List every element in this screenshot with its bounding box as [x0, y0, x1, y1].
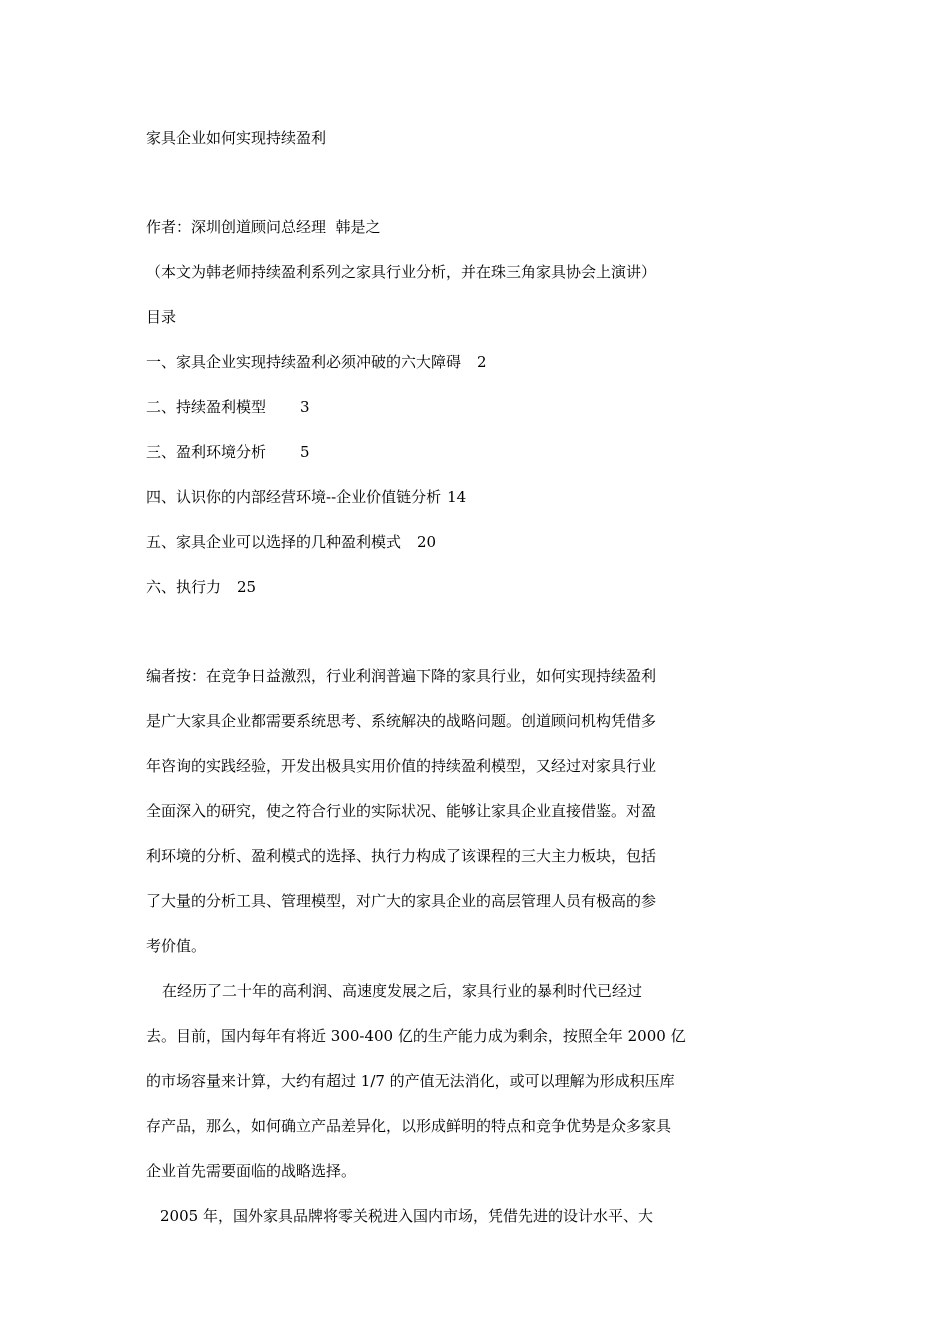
- toc-item-page: 5: [300, 443, 310, 461]
- toc-item: [146, 397, 310, 417]
- editor-note-line: 考价值。: [146, 937, 207, 955]
- editor-note-line: 年咨询的实践经验，开发出极具实用价值的持续盈利模型，又经过对家具行业: [146, 757, 657, 775]
- paragraph-line: 在经历了二十年的高利润、高速度发展之后，家具行业的暴利时代已经过: [162, 982, 643, 1000]
- editor-note-line: 编者按：在竞争日益激烈，行业利润普遍下降的家具行业，如何实现持续盈利: [146, 667, 657, 685]
- toc-item: [146, 532, 436, 552]
- toc-item-text: 六、执行力: [146, 578, 222, 596]
- paragraph-line: 的市场容量来计算，大约有超过 1/7 的产值无法消化，或可以理解为形成积压库: [146, 1072, 675, 1090]
- toc-item-page: 20: [417, 533, 437, 551]
- toc-item: [146, 487, 466, 507]
- author-line: 作者：深圳创道顾问总经理 韩是之: [146, 218, 381, 236]
- toc-item: [146, 352, 487, 372]
- paragraph-line: 企业首先需要面临的战略选择。: [146, 1162, 357, 1180]
- toc-item-text: 二、持续盈利模型: [146, 398, 267, 416]
- toc-item: [146, 442, 310, 462]
- toc-item-page: 3: [300, 398, 310, 416]
- editor-note-line: 利环境的分析、盈利模式的选择、执行力构成了该课程的三大主力板块，包括: [146, 847, 657, 865]
- toc-item-page: 2: [477, 353, 487, 371]
- paragraph-line: 去。目前，国内每年有将近 300-400 亿的生产能力成为剩余，按照全年 2000 亿: [146, 1027, 686, 1045]
- paragraph-line: 存产品，那么，如何确立产品差异化，以形成鲜明的特点和竞争优势是众多家具: [146, 1117, 672, 1135]
- toc-item-page: 14: [447, 488, 467, 506]
- paragraph-line: 2005 年，国外家具品牌将零关税进入国内市场，凭借先进的设计水平、大: [160, 1207, 653, 1225]
- toc-item-text: 五、家具企业可以选择的几种盈利模式: [146, 533, 402, 551]
- editor-note-line: 了大量的分析工具、管理模型，对广大的家具企业的高层管理人员有极高的参: [146, 892, 657, 910]
- toc-item-page: 25: [237, 578, 257, 596]
- toc-heading: 目录: [146, 308, 177, 326]
- toc-item-text: 一、家具企业实现持续盈利必须冲破的六大障碍: [146, 353, 462, 371]
- editor-note-line: 全面深入的研究，使之符合行业的实际状况、能够让家具企业直接借鉴。对盈: [146, 802, 657, 820]
- editor-note-line: 是广大家具企业都需要系统思考、系统解决的战略问题。创道顾问机构凭借多: [146, 712, 657, 730]
- note-line: （本文为韩老师持续盈利系列之家具行业分析，并在珠三角家具协会上演讲）: [146, 263, 657, 281]
- toc-item-text: 三、盈利环境分析: [146, 443, 267, 461]
- toc-item-text: 四、认识你的内部经营环境--企业价值链分析: [146, 488, 442, 506]
- document-title: 家具企业如何实现持续盈利: [146, 129, 327, 147]
- toc-item: [146, 577, 256, 597]
